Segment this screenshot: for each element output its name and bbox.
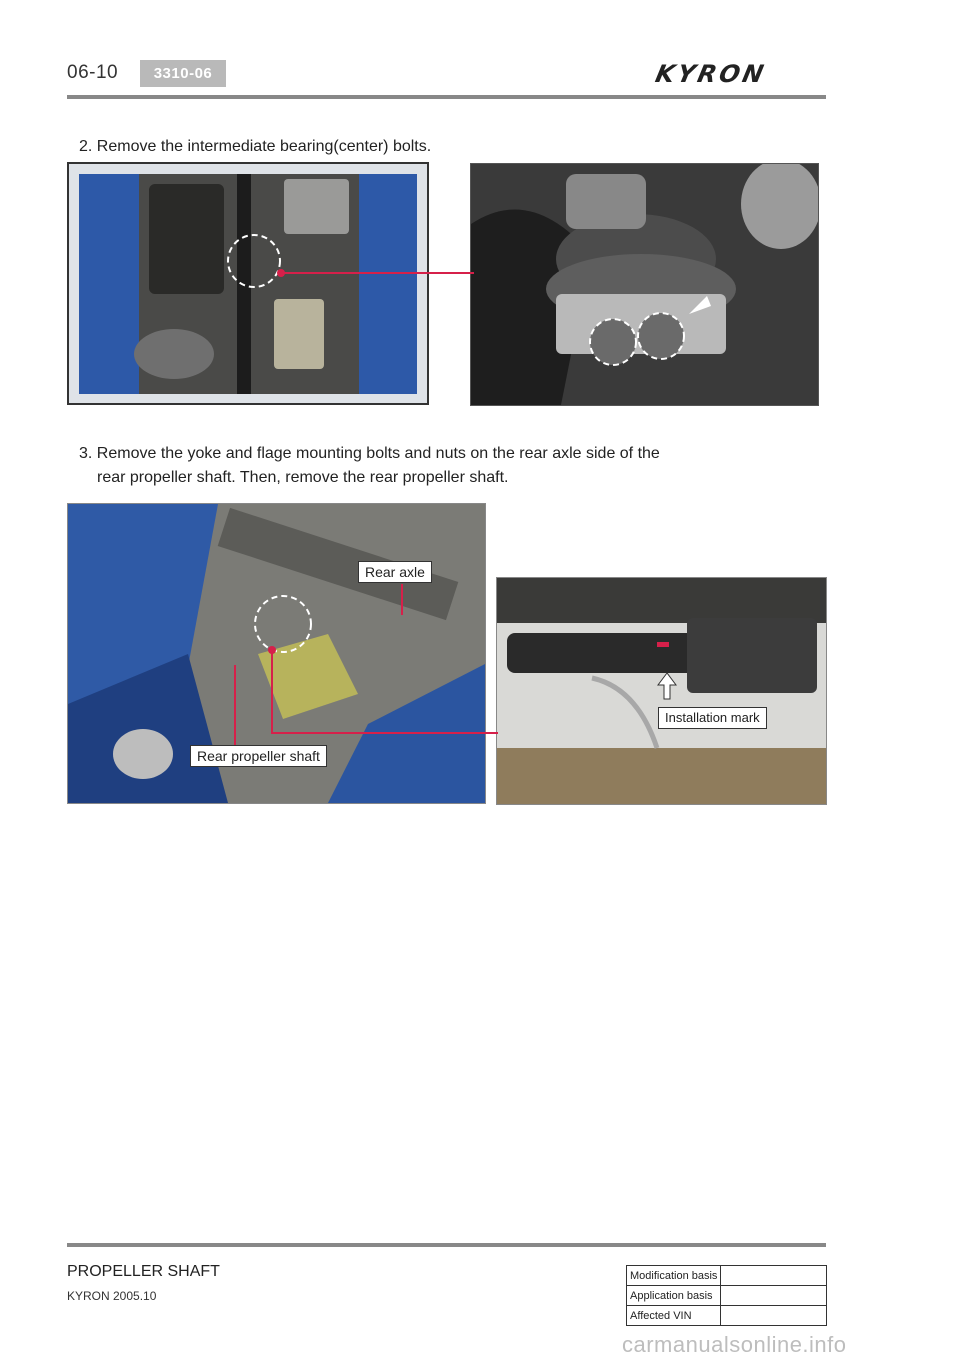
table-cell-label: Modification basis (627, 1266, 721, 1286)
underbody-overview-photo (67, 162, 429, 405)
table-cell-label: Affected VIN (627, 1306, 721, 1326)
installation-mark-photo (496, 577, 827, 805)
table-row (627, 1286, 827, 1306)
table-cell-value (721, 1286, 827, 1306)
rear-propeller-shaft-callout: Rear propeller shaft (190, 745, 327, 767)
table-cell-value (721, 1266, 827, 1286)
section-code-badge: 3310-06 (140, 60, 226, 87)
installation-mark-callout: Installation mark (658, 707, 767, 729)
step-3-instruction-line-1: 3. Remove the yoke and flage mounting bolts and nuts on the rear axle side of the (79, 445, 660, 462)
footer-divider (67, 1243, 826, 1247)
center-bearing-closeup-photo (470, 163, 819, 406)
leader-lines-rear-axle (225, 580, 500, 770)
brand-logo: KYRON (653, 60, 769, 88)
watermark: carmanualsonline.info (622, 1332, 847, 1357)
table-cell-label: Application basis (627, 1286, 721, 1306)
revision-info-table (626, 1265, 827, 1326)
table-row (627, 1266, 827, 1286)
step-3-instruction-line-2: rear propeller shaft. Then, remove the rear propeller shaft. (97, 469, 509, 486)
table-row (627, 1306, 827, 1326)
leader-line-center-bearing (270, 260, 475, 280)
footer-subtitle: KYRON 2005.10 (67, 1289, 157, 1303)
header-divider (67, 95, 826, 99)
footer-title: PROPELLER SHAFT (67, 1263, 220, 1280)
table-cell-value (721, 1306, 827, 1326)
rear-axle-callout: Rear axle (358, 561, 432, 583)
page-number: 06-10 (67, 62, 119, 83)
step-2-instruction: 2. Remove the intermediate bearing(center) bolts. (79, 138, 432, 155)
